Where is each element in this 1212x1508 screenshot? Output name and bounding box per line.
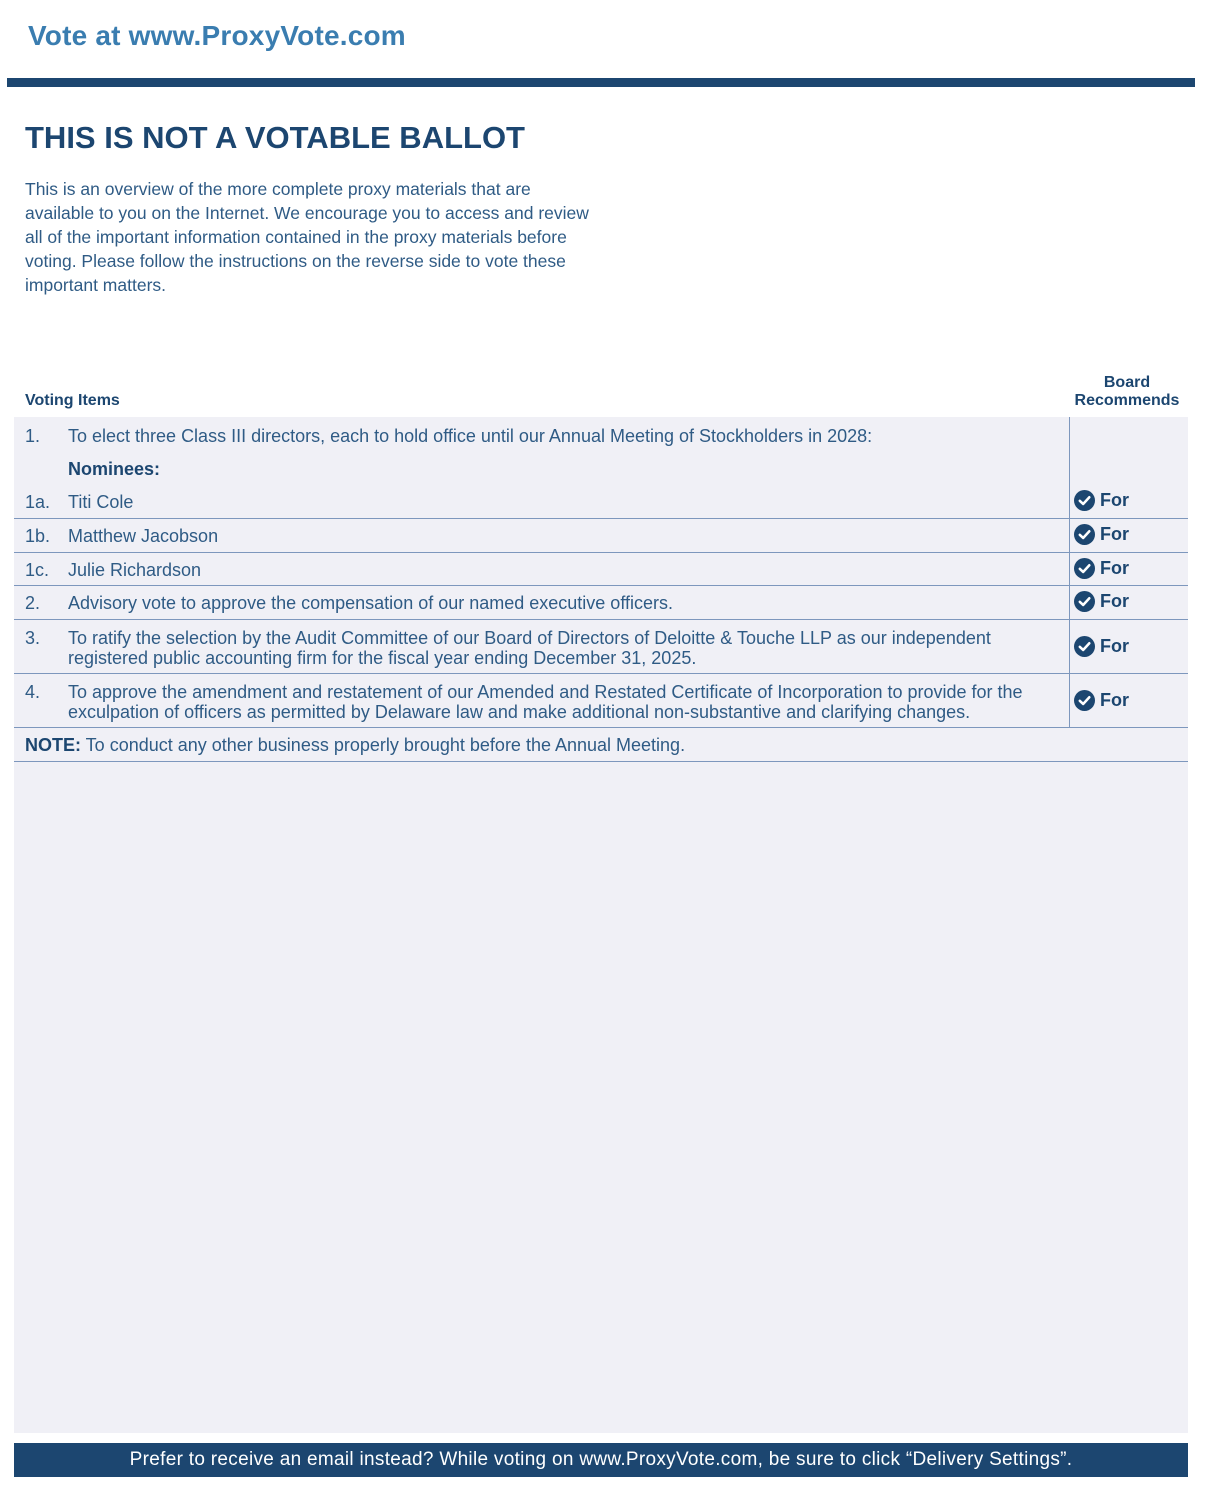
item-number: 2. [25,593,41,613]
item-text: To ratify the selection by the Audit Committee of our Board of Directors of Deloitte & Touche LLP as our independent registered public accounting firm for the fiscal year ending December 31, 2025. [68,628,991,668]
voting-items-heading: Voting Items [25,392,120,409]
item-number: 1c. [25,560,50,580]
table-row [14,484,1188,519]
voting-items-table [14,417,1188,1433]
recommendation-label: For [1100,490,1129,510]
check-circle-icon [1074,524,1095,545]
item-number: 3. [25,628,41,648]
note-row [14,728,1188,762]
recommendation-label: For [1100,591,1129,611]
nominee-name: Titi Cole [68,492,134,512]
table-row [14,586,1188,620]
recommendation-label: For [1100,558,1129,578]
intro-paragraph: This is an overview of the more complete proxy materials that are available to you on the Internet. We encourage you to access and review all of the important information contained in the proxy materials before voting. Please follow the instructions on the reverse side to vote these important matters. [25,179,589,295]
recommendation [1074,636,1129,657]
check-circle-icon [1074,690,1095,711]
recommendation [1074,490,1129,511]
note-text [25,735,685,756]
item-text: To approve the amendment and restatement of our Amended and Restated Certificate of Incorporation to provide for the exculpation of officers as permitted by Delaware law and make additional non-substantive and clarifying changes. [68,682,1023,722]
item-number: 4. [25,682,41,702]
recommendation [1074,524,1129,545]
recommendation [1074,591,1129,612]
table-row [14,620,1188,674]
item-number: 1a. [25,492,51,512]
note-label: NOTE: [25,735,81,755]
header-rule [7,78,1195,87]
check-circle-icon [1074,558,1095,579]
delivery-settings-banner: Prefer to receive an email instead? While voting on www.ProxyVote.com, be sure to click “Delivery Settings”. [14,1443,1188,1477]
nominee-name: Julie Richardson [68,560,202,580]
check-circle-icon [1074,636,1095,657]
board-recommends-heading: Board Recommends [1074,374,1180,409]
item-text: Advisory vote to approve the compensation of our named executive officers. [68,593,674,613]
nominee-name: Matthew Jacobson [68,526,219,546]
item-number: 1. [25,426,41,446]
item-number: 1b. [25,526,51,546]
check-circle-icon [1074,490,1095,511]
nominees-label: Nominees: [68,459,161,479]
table-row [14,553,1188,586]
recommendation-label: For [1100,690,1129,710]
recommendation [1074,558,1129,579]
table-row [14,519,1188,553]
recommendation [1074,690,1129,711]
recommendation-label: For [1100,524,1129,544]
item-text: To elect three Class III directors, each to hold office until our Annual Meeting of Stockholders in 2028: [68,426,873,446]
check-circle-icon [1074,591,1095,612]
page-title: THIS IS NOT A VOTABLE BALLOT [25,120,525,155]
recommendation-label: For [1100,636,1129,656]
note-body: To conduct any other business properly brought before the Annual Meeting. [81,735,686,755]
proxyvote-link[interactable]: Vote at www.ProxyVote.com [28,20,406,51]
table-row-item-1 [14,417,1188,484]
table-row [14,674,1188,728]
